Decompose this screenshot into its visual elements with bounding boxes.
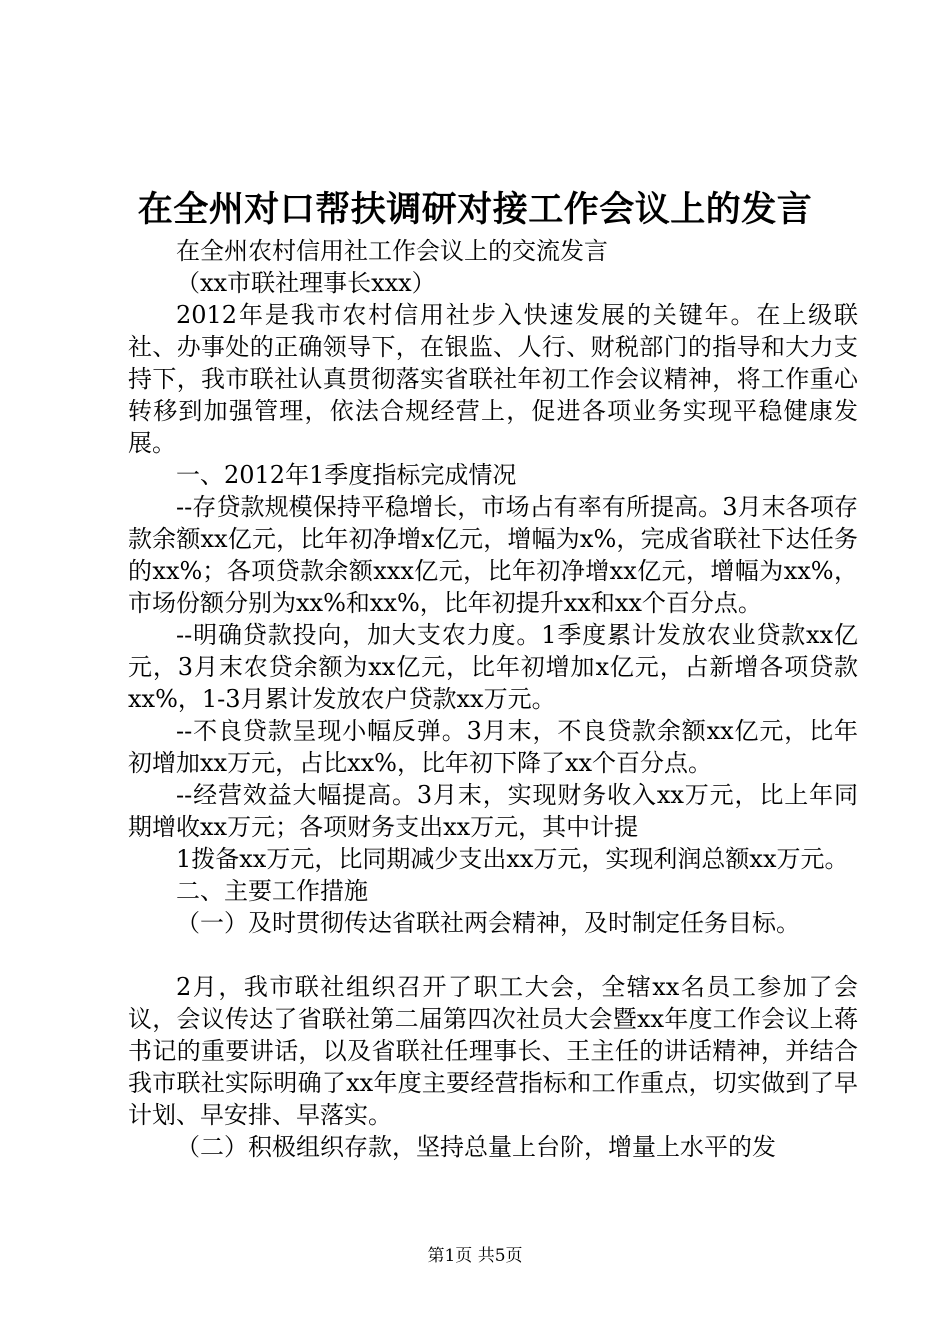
subsection-heading: （二）积极组织存款，坚持总量上台阶，增量上水平的发 xyxy=(176,1133,776,1161)
blank-line xyxy=(128,939,858,971)
document-title: 在全州对口帮扶调研对接工作会议上的发言 xyxy=(137,189,813,230)
paragraph: --不良贷款呈现小幅反弹。3月末，不良贷款余额xx亿元，比年初增加xx万元，占比xx%，比年初下降了xx个百分点。 xyxy=(128,717,858,777)
section-heading: 一、2012年1季度指标完成情况 xyxy=(176,461,517,489)
section-heading: 二、主要工作措施 xyxy=(176,877,368,905)
paragraph: 2月，我市联社组织召开了职工大会，全辖xx名员工参加了会议，会议传达了省联社第二届第四次社员大会暨xx年度工作会议上蒋书记的重要讲话，以及省联社任理事长、王主任的讲话精神，并结合我市联社实际明确了xx年度主要经营指标和工作重点，切实做到了早计划、早安排、早落实。 xyxy=(128,973,858,1129)
document-subtitle: 在全州农村信用社工作会议上的交流发言 xyxy=(176,237,608,265)
subsection-heading: （一）及时贯彻传达省联社两会精神，及时制定任务目标。 xyxy=(176,909,800,937)
document-body xyxy=(128,235,858,1163)
paragraph: --经营效益大幅提高。3月末，实现财务收入xx万元，比上年同期增收xx万元；各项财务支出xx万元，其中计提 xyxy=(128,781,858,841)
page-footer: 第1页 共5页 xyxy=(427,1246,523,1266)
paragraph: --明确贷款投向，加大支农力度。1季度累计发放农业贷款xx亿元，3月末农贷余额为xx亿元，比年初增加x亿元，占新增各项贷款xx%，1-3月累计发放农户贷款xx万元。 xyxy=(128,621,858,713)
paragraph: 1拨备xx万元，比同期减少支出xx万元，实现利润总额xx万元。 xyxy=(176,845,849,873)
paragraph: 2012年是我市农村信用社步入快速发展的关键年。在上级联社、办事处的正确领导下，在银监、人行、财税部门的指导和大力支持下，我市联社认真贯彻落实省联社年初工作会议精神，将工作重心转移到加强管理，依法合规经营上，促进各项业务实现平稳健康发展。 xyxy=(128,301,858,457)
paragraph: --存贷款规模保持平稳增长，市场占有率有所提高。3月末各项存款余额xx亿元，比年初净增x亿元，增幅为x%，完成省联社下达任务的xx%；各项贷款余额xxx亿元，比年初净增xx亿元，增幅为xx%，市场份额分别为xx%和xx%，比年初提升xx和xx个百分点。 xyxy=(128,493,858,617)
speaker-line: （xx市联社理事长xxx） xyxy=(176,269,436,297)
